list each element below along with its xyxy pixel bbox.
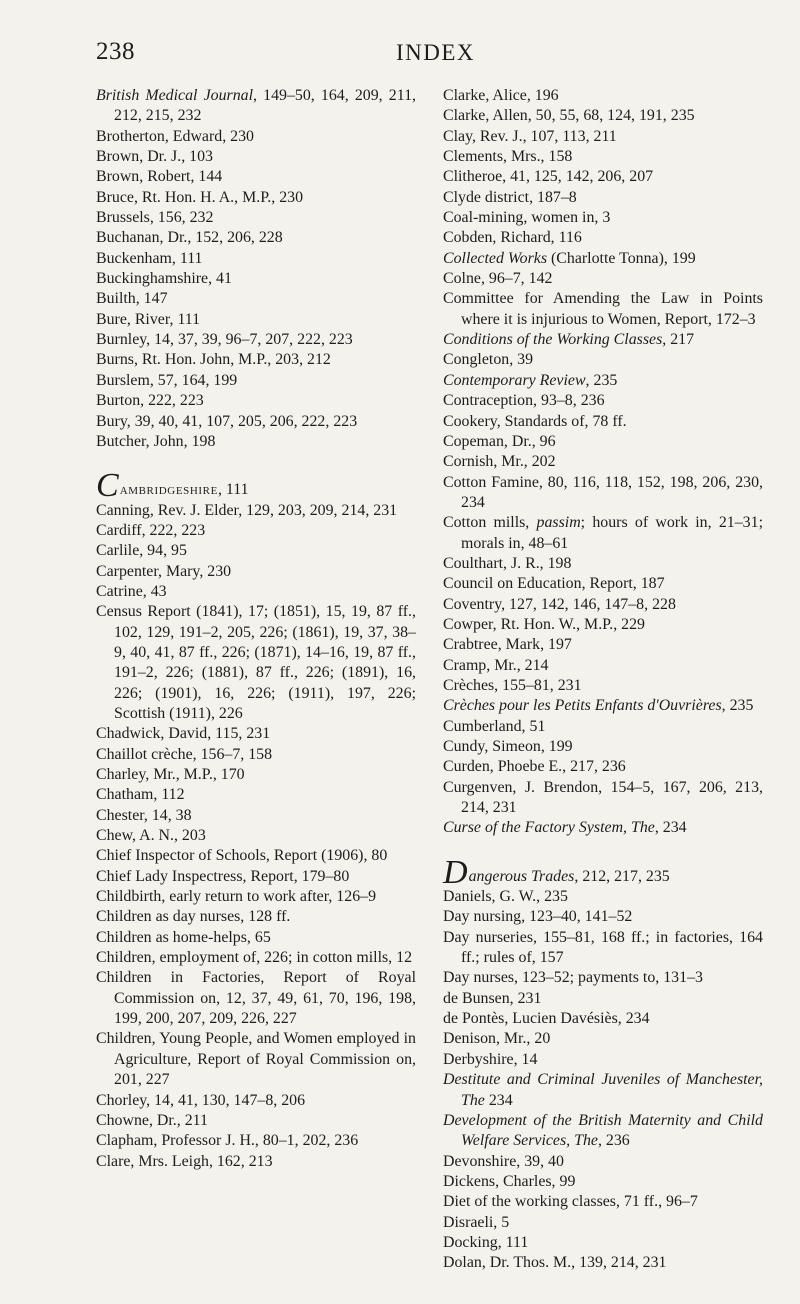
index-entry: [96, 846, 416, 866]
entry-text: Copeman, Dr., 96: [443, 432, 556, 450]
index-entry: [96, 391, 416, 411]
entry-text: Day nurses, 123–52; payments to, 131–3: [443, 969, 703, 987]
entry-text: Carlile, 94, 95: [96, 542, 187, 560]
index-entry: [443, 412, 763, 432]
entry-text: Bure, River, 111: [96, 310, 201, 328]
entry-text: Butcher, John, 198: [96, 432, 216, 450]
index-entry: [443, 887, 763, 907]
entry-text: Brotherton, Edward, 230: [96, 127, 254, 145]
entry-text: Crèches, 155–81, 231: [443, 676, 582, 694]
entry-text: Canning, Rev. J. Elder, 129, 203, 209, 214, 231: [96, 501, 398, 519]
section-gap: [443, 839, 763, 859]
index-entry: [443, 574, 763, 594]
index-entry: [443, 350, 763, 370]
index-entry-cambridgeshire: [96, 467, 416, 505]
index-entry: [96, 167, 416, 187]
index-entry: [96, 208, 416, 228]
index-group-c: [96, 501, 416, 1172]
index-entry: [96, 826, 416, 846]
entry-text: Curgenven, J. Brendon, 154–5, 167, 206, 213, 214, 231: [443, 778, 763, 817]
entry-text: Crabtree, Mark, 197: [443, 636, 572, 654]
index-group-b: [96, 86, 416, 452]
index-entry: [96, 371, 416, 391]
entry-text: Colne, 96–7, 142: [443, 270, 553, 288]
entry-text: de Pontès, Lucien Davésiès, 234: [443, 1010, 650, 1028]
entry-text: Committee for Amending the Law in Points where it is injurious to Women, Report, 172–3: [443, 290, 763, 328]
entry-text: Clitheroe, 41, 125, 142, 206, 207: [443, 168, 654, 186]
entry-text: Chester, 14, 38: [96, 806, 192, 824]
index-entry: [443, 147, 763, 167]
index-entry: [96, 602, 416, 724]
index-entry: [96, 501, 416, 521]
index-entry: [443, 127, 763, 147]
entry-title-italic: passim: [536, 514, 581, 532]
entry-title-italic: British Medical Journal: [96, 87, 254, 104]
entry-text: Cardiff, 222, 223: [96, 521, 206, 539]
index-entry: [443, 86, 763, 106]
entry-text: Carpenter, Mary, 230: [96, 562, 232, 580]
index-entry: [96, 412, 416, 432]
entry-text: Cotton Famine, 80, 116, 118, 152, 198, 206, 230, 234: [443, 473, 763, 511]
entry-text: Cotton mills,: [443, 514, 537, 532]
entry-text: Children, Young People, and Women employed in Agriculture, Report of Royal Commission on, 201, 227: [96, 1030, 416, 1089]
entry-text: Cookery, Standards of, 78 ff.: [443, 412, 627, 430]
entry-text: Children, employment of, 226; in cotton mills, 12: [96, 949, 413, 967]
index-column-right: [443, 86, 763, 1274]
entry-text: Clements, Mrs., 158: [443, 148, 573, 166]
entry-text: Childbirth, early return to work after, 126–9: [96, 888, 377, 906]
entry-title-italic: Crèches pour les Petits Enfants d'Ouvrières: [443, 697, 722, 715]
entry-text: , 149–50, 164, 209, 211, 212, 215, 232: [114, 87, 416, 125]
entry-text: (Charlotte Tonna), 199: [547, 249, 696, 267]
index-entry: [443, 432, 763, 452]
entry-text: Disraeli, 5: [443, 1213, 510, 1231]
index-entry: [443, 208, 763, 228]
index-entry: [443, 717, 763, 737]
section-letter-c: C: [96, 467, 119, 505]
index-entry: [96, 948, 416, 968]
index-entry: [443, 371, 763, 391]
entry-text: Buchanan, Dr., 152, 206, 228: [96, 229, 283, 247]
entry-pages: , 212, 217, 235: [574, 867, 670, 885]
index-entry: [443, 1172, 763, 1192]
index-entry: [96, 968, 416, 1029]
entry-text: Chowne, Dr., 211: [96, 1111, 208, 1129]
entry-text: , 235: [721, 697, 754, 715]
index-entry: [96, 350, 416, 370]
section-gap: [96, 452, 416, 472]
entry-text: Clapham, Professor J. H., 80–1, 202, 236: [96, 1132, 359, 1150]
entry-title-italic: Development of the British Maternity and Child Welfare Services, The: [443, 1111, 763, 1150]
index-entry: [443, 615, 763, 635]
entry-text: ; hours of work in, 21–31; morals in, 48–61: [461, 514, 763, 552]
index-entry: [443, 1152, 763, 1172]
index-entry: [443, 928, 763, 969]
entry-text: Coal-mining, women in, 3: [443, 209, 611, 227]
entry-text: Children as day nurses, 128 ff.: [96, 908, 291, 926]
section-letter-d: D: [443, 853, 468, 891]
index-entry: [443, 968, 763, 988]
index-entry: [443, 452, 763, 472]
index-entry: [96, 1091, 416, 1111]
index-entry: [443, 1070, 763, 1111]
entry-text: Council on Education, Report, 187: [443, 575, 665, 593]
entry-text: Clyde district, 187–8: [443, 188, 577, 206]
index-entry: [96, 541, 416, 561]
index-entry: [96, 724, 416, 744]
index-entry: [443, 989, 763, 1009]
entry-text: Census Report (1841), 17; (1851), 15, 19, 87 ff., 102, 129, 191–2, 205, 226; (1861), 19, 37, 38–9, 40, 41, 87 ff., 226; (1871), 14–16, 19, 87 ff., 191–2, 226; (1881), 87 ff., 226; (1891), 16, 226; (1901), 16, 226; (1911), 197, 226; Scottish (1911), 226: [96, 603, 416, 722]
index-entry: [96, 1111, 416, 1131]
entry-text: Cobden, Richard, 116: [443, 229, 582, 247]
entry-text: Derbyshire, 14: [443, 1050, 538, 1068]
entry-text: Chaillot crèche, 156–7, 158: [96, 745, 273, 763]
entry-title-italic: Conditions of the Working Classes: [443, 331, 663, 349]
entry-heading: ambridgeshire: [119, 481, 218, 499]
index-entry: [443, 635, 763, 655]
index-entry: [443, 473, 763, 514]
index-entry: [96, 806, 416, 826]
entry-text: Catrine, 43: [96, 582, 167, 600]
index-entry: [443, 907, 763, 927]
index-entry: [443, 1111, 763, 1152]
index-entry: [96, 785, 416, 805]
index-entry: [443, 269, 763, 289]
index-entry: [96, 928, 416, 948]
index-entry: [96, 521, 416, 541]
index-entry: [443, 1009, 763, 1029]
index-column-left: [96, 86, 416, 1172]
entry-text: Children in Factories, Report of Royal Commission on, 12, 37, 49, 61, 70, 196, 198, 199, 200, 207, 209, 226, 227: [96, 969, 416, 1028]
index-entry: [443, 330, 763, 350]
index-entry: [443, 1050, 763, 1070]
index-entry: [443, 656, 763, 676]
entry-text: Cowper, Rt. Hon. W., M.P., 229: [443, 615, 645, 633]
index-entry: [96, 562, 416, 582]
index-entry: [96, 432, 416, 452]
entry-text: Burnley, 14, 37, 39, 96–7, 207, 222, 223: [96, 331, 353, 349]
index-entry: [443, 818, 763, 838]
entry-text: Cornish, Mr., 202: [443, 453, 556, 471]
index-entry: [443, 167, 763, 187]
index-entry: [96, 269, 416, 289]
entry-text: Brown, Robert, 144: [96, 168, 223, 186]
entry-text: Chorley, 14, 41, 130, 147–8, 206: [96, 1091, 306, 1109]
index-group-d: [443, 887, 763, 1274]
entry-text: Dolan, Dr. Thos. M., 139, 214, 231: [443, 1254, 667, 1272]
entry-text: Congleton, 39: [443, 351, 534, 369]
entry-text: Bury, 39, 40, 41, 107, 205, 206, 222, 223: [96, 412, 358, 430]
page-header: [96, 38, 741, 72]
index-entry: [443, 1233, 763, 1253]
index-entry: [96, 1131, 416, 1151]
entry-text: Coventry, 127, 142, 146, 147–8, 228: [443, 595, 676, 613]
entry-text: Day nursing, 123–40, 141–52: [443, 908, 633, 926]
index-entry: [443, 696, 763, 716]
entry-text: Chief Lady Inspectress, Report, 179–80: [96, 867, 350, 885]
entry-text: Buckinghamshire, 41: [96, 270, 232, 288]
index-entry: [443, 554, 763, 574]
index-entry: [96, 228, 416, 248]
entry-title-italic: Curse of the Factory System, The: [443, 819, 655, 837]
index-entry: [96, 1029, 416, 1090]
index-group-c-continued: [443, 86, 763, 839]
entry-text: Chatham, 112: [96, 786, 185, 804]
entry-text: 234: [484, 1091, 513, 1109]
entry-text: Docking, 111: [443, 1233, 529, 1251]
index-entry: [443, 513, 763, 554]
entry-title-italic: Destitute and Criminal Juveniles of Manchester, The: [443, 1071, 763, 1109]
entry-text: Curden, Phoebe E., 217, 236: [443, 758, 626, 776]
entry-text: Chadwick, David, 115, 231: [96, 725, 271, 743]
index-entry: [443, 757, 763, 777]
entry-text: Clarke, Allen, 50, 55, 68, 124, 191, 235: [443, 107, 695, 125]
index-entry: [96, 147, 416, 167]
entry-text: Bruce, Rt. Hon. H. A., M.P., 230: [96, 188, 304, 206]
entry-text: Brussels, 156, 232: [96, 209, 214, 227]
entry-title-italic: Contemporary Review: [443, 371, 586, 389]
entry-text: , 234: [654, 819, 687, 837]
entry-text: Contraception, 93–8, 236: [443, 392, 605, 410]
entry-text: Devonshire, 39, 40: [443, 1152, 564, 1170]
entry-text: , 217: [662, 331, 695, 349]
entry-text: Coulthart, J. R., 198: [443, 554, 572, 572]
index-entry: [96, 310, 416, 330]
entry-text: de Bunsen, 231: [443, 989, 542, 1007]
entry-pages: , 111: [217, 481, 249, 499]
entry-text: Daniels, G. W., 235: [443, 888, 568, 906]
index-entry: [443, 1192, 763, 1212]
index-entry: [443, 188, 763, 208]
entry-text: Dickens, Charles, 99: [443, 1172, 576, 1190]
index-entry: [443, 228, 763, 248]
index-entry: [96, 887, 416, 907]
index-entry: [96, 765, 416, 785]
entry-text: Burns, Rt. Hon. John, M.P., 203, 212: [96, 351, 331, 369]
entry-text: Diet of the working classes, 71 ff., 96–7: [443, 1193, 698, 1211]
entry-text: Burton, 222, 223: [96, 392, 204, 410]
index-entry-dangerous-trades: [443, 853, 763, 891]
entry-title-italic: Collected Works: [443, 249, 548, 267]
entry-text: Cramp, Mr., 214: [443, 656, 549, 674]
entry-text: , 235: [585, 371, 618, 389]
entry-title-italic: angerous Trades: [468, 867, 575, 885]
entry-text: Cundy, Simeon, 199: [443, 738, 573, 755]
entry-text: Builth, 147: [96, 290, 168, 308]
entry-text: Clare, Mrs. Leigh, 162, 213: [96, 1152, 273, 1170]
index-entry: [443, 1213, 763, 1233]
index-entry: [96, 188, 416, 208]
index-entry: [443, 737, 763, 757]
entry-text: Clay, Rev. J., 107, 113, 211: [443, 127, 617, 145]
index-entry: [443, 1029, 763, 1049]
entry-text: Denison, Mr., 20: [443, 1030, 551, 1048]
index-entry: [96, 582, 416, 602]
index-entry: [96, 127, 416, 147]
index-entry: [443, 289, 763, 330]
entry-text: Cumberland, 51: [443, 717, 546, 735]
entry-text: Burslem, 57, 164, 199: [96, 371, 238, 389]
index-entry: [443, 595, 763, 615]
index-entry: [96, 907, 416, 927]
index-entry: [96, 745, 416, 765]
index-entry: [96, 249, 416, 269]
index-entry: [96, 330, 416, 350]
entry-text: Buckenham, 111: [96, 249, 203, 267]
entry-text: Charley, Mr., M.P., 170: [96, 766, 245, 783]
entry-text: Clarke, Alice, 196: [443, 87, 559, 104]
entry-text: Children as home-helps, 65: [96, 928, 271, 946]
entry-text: Brown, Dr. J., 103: [96, 148, 213, 166]
entry-text: Chew, A. N., 203: [96, 827, 206, 845]
index-entry: [96, 289, 416, 309]
index-entry: [96, 86, 416, 127]
index-entry: [443, 106, 763, 126]
index-entry: [443, 249, 763, 269]
index-entry: [443, 778, 763, 819]
index-entry: [96, 867, 416, 887]
running-head: INDEX: [396, 40, 476, 65]
index-entry: [443, 1253, 763, 1273]
index-entry: [96, 1152, 416, 1172]
index-entry: [443, 391, 763, 411]
index-entry: [443, 676, 763, 696]
entry-text: , 236: [597, 1132, 630, 1150]
entry-text: Chief Inspector of Schools, Report (1906), 80: [96, 847, 388, 865]
entry-text: Day nurseries, 155–81, 168 ff.; in factories, 164 ff.; rules of, 157: [443, 928, 763, 967]
page-number: 238: [96, 38, 135, 65]
